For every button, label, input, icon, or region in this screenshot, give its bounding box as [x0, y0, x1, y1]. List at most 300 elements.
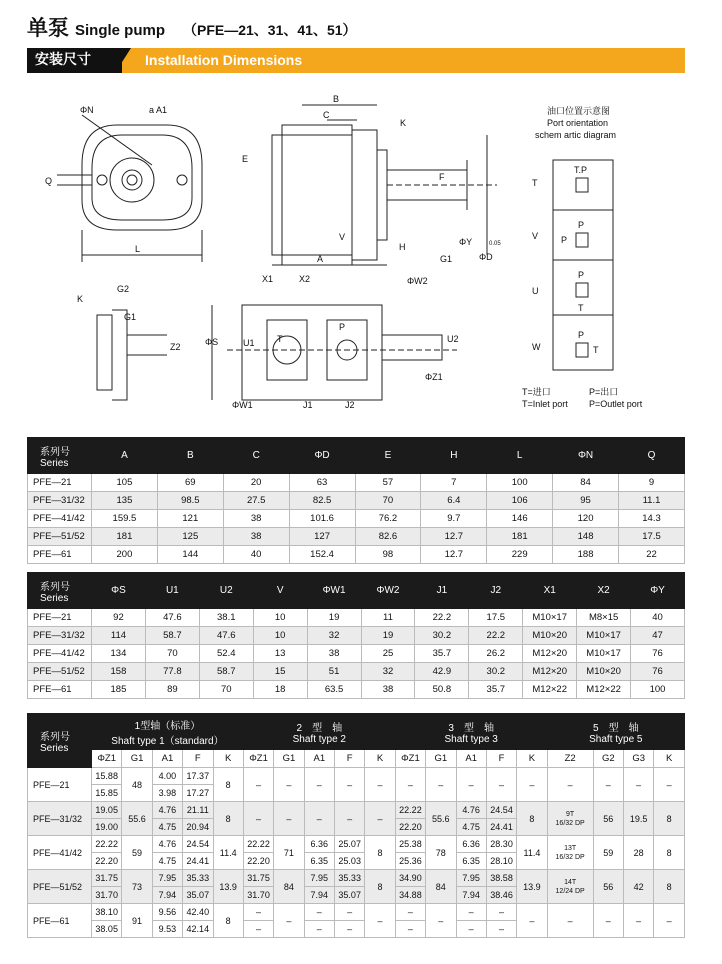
- table-cell: 14.3: [619, 510, 685, 528]
- dash-cell: –: [243, 921, 273, 938]
- dash-cell: –: [274, 768, 304, 802]
- label-phi-y: ΦY: [459, 237, 473, 247]
- dash-cell: –: [243, 904, 273, 921]
- shaft-cell: 35.33: [335, 870, 365, 887]
- dash-cell: –: [395, 768, 425, 802]
- table-cell: 63: [289, 474, 355, 492]
- table-cell: 69: [157, 474, 223, 492]
- series-cell: PFE—51/52: [28, 528, 92, 546]
- dash-cell: –: [426, 904, 456, 938]
- table-cell: 22.2: [415, 609, 469, 627]
- t1-header-c: C: [223, 438, 289, 474]
- table-cell: 30.2: [469, 663, 523, 681]
- table-cell: 76.2: [355, 510, 421, 528]
- t2-header-j2: J2: [469, 573, 523, 609]
- table-cell: 58.7: [199, 663, 253, 681]
- t2-header-x1: X1: [523, 573, 577, 609]
- page-title: [27, 12, 357, 38]
- table-cell: 10: [253, 609, 307, 627]
- shaft-cell: 7.95: [456, 870, 486, 887]
- shaft5-teeth: 9T: [566, 810, 575, 818]
- label-phi-z1: ΦZ1: [425, 372, 443, 382]
- dash-cell: –: [365, 802, 395, 836]
- shaft-cell: 28.30: [486, 836, 516, 853]
- shaft-cell: 25.38: [395, 836, 425, 853]
- shaft5-teeth: 14T: [564, 878, 577, 886]
- label-u2: U2: [447, 334, 459, 344]
- series-cell: PFE—31/32: [28, 627, 92, 645]
- shaft-cell: 7.94: [456, 887, 486, 904]
- t2-header-w1: ΦW1: [307, 573, 361, 609]
- table-cell: 20: [223, 474, 289, 492]
- t3-group-3: 3 型 轴 Shaft type 3: [395, 714, 547, 750]
- table-cell: 32: [361, 663, 415, 681]
- dash-cell: –: [547, 904, 593, 938]
- table-cell: 22.2: [469, 627, 523, 645]
- shaft-subheader: G3: [624, 750, 654, 768]
- t1-header-e: E: [355, 438, 421, 474]
- shaft-cell: 8: [517, 802, 547, 836]
- shaft-cell: 4.76: [152, 836, 182, 853]
- label-z2: Z2: [170, 342, 181, 352]
- shaft-cell: 38.10: [92, 904, 122, 921]
- label-g1: G1: [440, 254, 453, 264]
- dash-cell: –: [243, 802, 273, 836]
- table-cell: 125: [157, 528, 223, 546]
- label-f: F: [439, 172, 445, 182]
- shaft-cell: 15.88: [92, 768, 122, 785]
- dash-cell: –: [486, 768, 516, 802]
- shaft-cell: 55.6: [426, 802, 456, 836]
- table-cell: 127: [289, 528, 355, 546]
- table-cell: M10×17: [577, 645, 631, 663]
- table-row: [28, 768, 685, 785]
- shaft5-z2-cell: [547, 802, 593, 836]
- shaft-cell: 11.4: [517, 836, 547, 870]
- table-cell: 7: [421, 474, 487, 492]
- dash-cell: –: [304, 904, 334, 921]
- table-cell: 144: [157, 546, 223, 564]
- table-cell: 63.5: [307, 681, 361, 699]
- label-x2: X2: [299, 274, 311, 284]
- dash-cell: –: [335, 921, 365, 938]
- t3-group-5: 5 型 轴 Shaft type 5: [547, 714, 684, 750]
- table-cell: 38.1: [199, 609, 253, 627]
- t2-header-j1: J1: [415, 573, 469, 609]
- dash-cell: –: [486, 921, 516, 938]
- table-cell: 47.6: [145, 609, 199, 627]
- table-row: [28, 609, 685, 627]
- shaft-cell: 8: [213, 802, 243, 836]
- label-t-port: T: [277, 334, 283, 344]
- series-cell: PFE—61: [28, 546, 92, 564]
- shaft-cell: 13.9: [517, 870, 547, 904]
- shaft-cell: 6.36: [456, 836, 486, 853]
- table-cell: 70: [199, 681, 253, 699]
- table-cell: 148: [553, 528, 619, 546]
- dash-cell: –: [517, 768, 547, 802]
- table-cell: 47: [631, 627, 685, 645]
- installation-drawing: [27, 80, 685, 430]
- shaft-cell: 8: [654, 870, 685, 904]
- shaft-cell: 42.40: [183, 904, 213, 921]
- label-k-side: K: [77, 294, 84, 304]
- shaft-cell: 8: [213, 904, 243, 938]
- dash-cell: –: [365, 768, 395, 802]
- shaft-cell: 3.98: [152, 785, 182, 802]
- series-cell: PFE—61: [28, 681, 92, 699]
- shaft-cell: 7.95: [152, 870, 182, 887]
- label-g2: G2: [117, 284, 130, 294]
- table-cell: 92: [92, 609, 146, 627]
- t2-header-w2: ΦW2: [361, 573, 415, 609]
- table-row: [28, 510, 685, 528]
- shaft-cell: 91: [122, 904, 152, 938]
- table-cell: 15: [253, 663, 307, 681]
- shaft-cell: 22.20: [395, 819, 425, 836]
- t3-header-series: 系列号 Series: [28, 714, 92, 768]
- table-cell: 146: [487, 510, 553, 528]
- dash-cell: –: [274, 904, 304, 938]
- shaft5-pitch: 16/32 DP: [555, 853, 585, 861]
- title-en: Single pump: [75, 22, 165, 39]
- t1-header-b: B: [157, 438, 223, 474]
- shaft-cell: 8: [365, 836, 395, 870]
- table-cell: 70: [145, 645, 199, 663]
- shaft-cell: 4.75: [152, 819, 182, 836]
- table-cell: 58.7: [145, 627, 199, 645]
- table-cell: 57: [355, 474, 421, 492]
- t1-header-n: ΦN: [553, 438, 619, 474]
- shaft-cell: 8: [365, 870, 395, 904]
- table-cell: 11: [361, 609, 415, 627]
- table-cell: 9: [619, 474, 685, 492]
- table-cell: M10×17: [523, 609, 577, 627]
- port-title-en1: Port orientation: [547, 118, 609, 128]
- table-cell: 12.7: [421, 546, 487, 564]
- shaft-cell: 35.07: [335, 887, 365, 904]
- table-cell: 38: [223, 528, 289, 546]
- shaft-cell: 34.90: [395, 870, 425, 887]
- dash-cell: –: [395, 921, 425, 938]
- table-cell: 70: [355, 492, 421, 510]
- shaft-subheader: F: [183, 750, 213, 768]
- label-l: L: [135, 244, 141, 254]
- t1-header-h: H: [421, 438, 487, 474]
- table-cell: 25: [361, 645, 415, 663]
- shaft-cell: 24.41: [486, 819, 516, 836]
- port-box4-t: T: [593, 345, 599, 355]
- dash-cell: –: [624, 768, 654, 802]
- port-title-en2: schem artic diagram: [535, 130, 617, 140]
- table-cell: M10×17: [577, 627, 631, 645]
- table-cell: 52.4: [199, 645, 253, 663]
- table-cell: M12×22: [523, 681, 577, 699]
- title-cn: 单泵: [27, 16, 69, 40]
- table-cell: 82.6: [355, 528, 421, 546]
- shaft5-z2-cell: [547, 836, 593, 870]
- table-row: [28, 492, 685, 510]
- shaft-cell: 7.94: [304, 887, 334, 904]
- shaft-subheader: K: [213, 750, 243, 768]
- shaft-cell: 6.35: [456, 853, 486, 870]
- shaft-cell: 4.75: [456, 819, 486, 836]
- table-cell: M10×20: [523, 627, 577, 645]
- section-banner: [27, 48, 685, 73]
- shaft-cell: 38.05: [92, 921, 122, 938]
- t1-header-l: L: [487, 438, 553, 474]
- table-cell: 10: [253, 627, 307, 645]
- dash-cell: –: [486, 904, 516, 921]
- shaft-cell: 78: [426, 836, 456, 870]
- shaft5-pitch: 12/24 DP: [555, 887, 585, 895]
- t3-group-2: 2 型 轴 Shaft type 2: [243, 714, 395, 750]
- shaft-cell: 35.07: [183, 887, 213, 904]
- table-cell: 158: [92, 663, 146, 681]
- shaft-cell: 42: [624, 870, 654, 904]
- table-row: [28, 546, 685, 564]
- table-row: [28, 802, 685, 819]
- shaft-cell: 19.5: [624, 802, 654, 836]
- table-cell: 200: [92, 546, 158, 564]
- shaft-cell: 24.54: [183, 836, 213, 853]
- shaft-table: [27, 713, 685, 938]
- dash-cell: –: [517, 904, 547, 938]
- shaft-cell: 25.07: [335, 836, 365, 853]
- shaft5-pitch: 16/32 DP: [555, 819, 585, 827]
- label-g1-side: G1: [124, 312, 137, 322]
- shaft-subheader: K: [365, 750, 395, 768]
- shaft-cell: 71: [274, 836, 304, 870]
- shaft-subheader: G1: [426, 750, 456, 768]
- shaft-cell: 13.9: [213, 870, 243, 904]
- dash-cell: –: [395, 904, 425, 921]
- shaft-cell: 31.75: [243, 870, 273, 887]
- shaft-cell: 35.33: [183, 870, 213, 887]
- dash-cell: –: [335, 768, 365, 802]
- shaft-cell: 25.36: [395, 853, 425, 870]
- table-cell: 181: [92, 528, 158, 546]
- t3-group-1: 1型轴（标准） Shaft type 1（standard）: [92, 714, 244, 750]
- port-box3-p: P: [578, 270, 585, 280]
- label-e: E: [242, 154, 249, 164]
- shaft5-z2-cell: [547, 870, 593, 904]
- shaft-subheader: G1: [122, 750, 152, 768]
- shaft-cell: 22.22: [243, 836, 273, 853]
- table-cell: 84: [553, 474, 619, 492]
- shaft-cell: 19.00: [92, 819, 122, 836]
- shaft-subheader: K: [654, 750, 685, 768]
- shaft-cell: 9.53: [152, 921, 182, 938]
- table-cell: 35.7: [415, 645, 469, 663]
- t1-header-d: ΦD: [289, 438, 355, 474]
- shaft-cell: 6.35: [304, 853, 334, 870]
- table-cell: 229: [487, 546, 553, 564]
- legend-en2: P=Outlet port: [589, 399, 643, 409]
- table-cell: 6.4: [421, 492, 487, 510]
- series-cell: PFE—51/52: [28, 663, 92, 681]
- table-cell: 30.2: [415, 627, 469, 645]
- table-cell: 32: [307, 627, 361, 645]
- table-cell: 100: [631, 681, 685, 699]
- shaft-cell: 4.76: [152, 802, 182, 819]
- table-cell: 95: [553, 492, 619, 510]
- shaft-cell: 22.22: [395, 802, 425, 819]
- shaft-cell: 28.10: [486, 853, 516, 870]
- series-cell: PFE—21: [28, 609, 92, 627]
- t1-header-a: A: [92, 438, 158, 474]
- shaft-subheader: G1: [274, 750, 304, 768]
- table-cell: 12.7: [421, 528, 487, 546]
- dimensions-table-2: [27, 572, 685, 699]
- banner-slant: [115, 48, 131, 73]
- shaft-cell: 84: [274, 870, 304, 904]
- table-row: [28, 645, 685, 663]
- shaft-cell: 19.05: [92, 802, 122, 819]
- shaft-cell: 34.88: [395, 887, 425, 904]
- table-cell: 11.1: [619, 492, 685, 510]
- table-cell: 35.7: [469, 681, 523, 699]
- label-p-port: P: [339, 322, 346, 332]
- table-cell: M12×20: [523, 663, 577, 681]
- shaft-cell: 31.70: [243, 887, 273, 904]
- label-k-top: K: [400, 118, 407, 128]
- shaft-cell: 84: [426, 870, 456, 904]
- table-cell: 105: [92, 474, 158, 492]
- label-a: A: [317, 254, 324, 264]
- label-u1: U1: [243, 338, 255, 348]
- table-row: [28, 681, 685, 699]
- table-cell: 47.6: [199, 627, 253, 645]
- port-box2-p: P: [578, 220, 585, 230]
- shaft-cell: 59: [122, 836, 152, 870]
- legend-cn2: P=出口: [589, 387, 619, 397]
- label-phi-n: ΦN: [80, 105, 94, 115]
- table-cell: 77.8: [145, 663, 199, 681]
- shaft-cell: 8: [213, 768, 243, 802]
- shaft-cell: 38.58: [486, 870, 516, 887]
- label-c: C: [323, 110, 330, 120]
- legend-en1: T=Inlet port: [522, 399, 568, 409]
- port-row-u: U: [532, 286, 539, 296]
- table-cell: 51: [307, 663, 361, 681]
- dash-cell: –: [304, 802, 334, 836]
- shaft-cell: 56: [593, 870, 623, 904]
- port-box2-t: P: [561, 235, 568, 245]
- dash-cell: –: [456, 921, 486, 938]
- table-cell: 38: [223, 510, 289, 528]
- shaft-subheader: ΦZ1: [92, 750, 122, 768]
- table-cell: 9.7: [421, 510, 487, 528]
- shaft-cell: 17.27: [183, 785, 213, 802]
- t1-header-q: Q: [619, 438, 685, 474]
- shaft-cell: 4.75: [152, 853, 182, 870]
- table-cell: 40: [223, 546, 289, 564]
- shaft-cell: 24.54: [486, 802, 516, 819]
- port-row-v: V: [532, 231, 539, 241]
- table-cell: 120: [553, 510, 619, 528]
- table-cell: 134: [92, 645, 146, 663]
- table-cell: M8×15: [577, 609, 631, 627]
- t2-header-s: ΦS: [92, 573, 146, 609]
- dash-cell: –: [304, 768, 334, 802]
- table-cell: 17.5: [619, 528, 685, 546]
- label-phi-w1: ΦW1: [232, 400, 253, 410]
- shaft-cell: 24.41: [183, 853, 213, 870]
- shaft-subheader: Z2: [547, 750, 593, 768]
- dash-cell: –: [456, 768, 486, 802]
- shaft-cell: 22.22: [92, 836, 122, 853]
- shaft-cell: 7.94: [152, 887, 182, 904]
- label-phi-d: ΦD: [479, 252, 493, 262]
- series-cell: PFE—41/42: [28, 645, 92, 663]
- table-cell: 18: [253, 681, 307, 699]
- dash-cell: –: [654, 904, 685, 938]
- shaft-cell: 4.76: [456, 802, 486, 819]
- shaft-cell: 31.70: [92, 887, 122, 904]
- label-phi-w2: ΦW2: [407, 276, 428, 286]
- port-row-w: W: [532, 342, 541, 352]
- label-j1: J1: [303, 400, 313, 410]
- dash-cell: –: [304, 921, 334, 938]
- shaft-cell: 31.75: [92, 870, 122, 887]
- shaft-cell: 55.6: [122, 802, 152, 836]
- table-row: [28, 627, 685, 645]
- shaft-cell: 9.56: [152, 904, 182, 921]
- table-cell: 98: [355, 546, 421, 564]
- shaft-subheader: A1: [456, 750, 486, 768]
- t2-header-y: ΦY: [631, 573, 685, 609]
- port-box1-tp: T.P: [574, 165, 588, 175]
- dash-cell: –: [335, 904, 365, 921]
- banner-cn: 安装尺寸: [27, 48, 122, 73]
- t2-header-u1: U1: [145, 573, 199, 609]
- table-cell: 181: [487, 528, 553, 546]
- table-cell: 185: [92, 681, 146, 699]
- shaft-subheader: F: [486, 750, 516, 768]
- shaft-subheader: A1: [152, 750, 182, 768]
- shaft-cell: 21.11: [183, 802, 213, 819]
- shaft-cell: 8: [654, 802, 685, 836]
- shaft-cell: 28: [624, 836, 654, 870]
- shaft-subheader: G2: [593, 750, 623, 768]
- dash-cell: –: [243, 768, 273, 802]
- label-b: B: [333, 94, 340, 104]
- table-row: [28, 904, 685, 921]
- shaft-cell: 73: [122, 870, 152, 904]
- shaft-cell: 22.20: [243, 853, 273, 870]
- t1-header-series: 系列号 Series: [28, 438, 92, 474]
- dash-cell: –: [274, 802, 304, 836]
- series-cell: PFE—41/42: [28, 836, 92, 870]
- label-q: Q: [45, 176, 53, 186]
- table-cell: 152.4: [289, 546, 355, 564]
- table-cell: 19: [307, 609, 361, 627]
- dash-cell: –: [624, 904, 654, 938]
- label-x1: X1: [262, 274, 274, 284]
- dash-cell: –: [547, 768, 593, 802]
- series-cell: PFE—31/32: [28, 802, 92, 836]
- table-cell: 188: [553, 546, 619, 564]
- shaft-cell: 22.20: [92, 853, 122, 870]
- table-cell: 42.9: [415, 663, 469, 681]
- table-row: [28, 663, 685, 681]
- table-cell: 13: [253, 645, 307, 663]
- series-cell: PFE—61: [28, 904, 92, 938]
- shaft-cell: 48: [122, 768, 152, 802]
- table-cell: 89: [145, 681, 199, 699]
- table-cell: 26.2: [469, 645, 523, 663]
